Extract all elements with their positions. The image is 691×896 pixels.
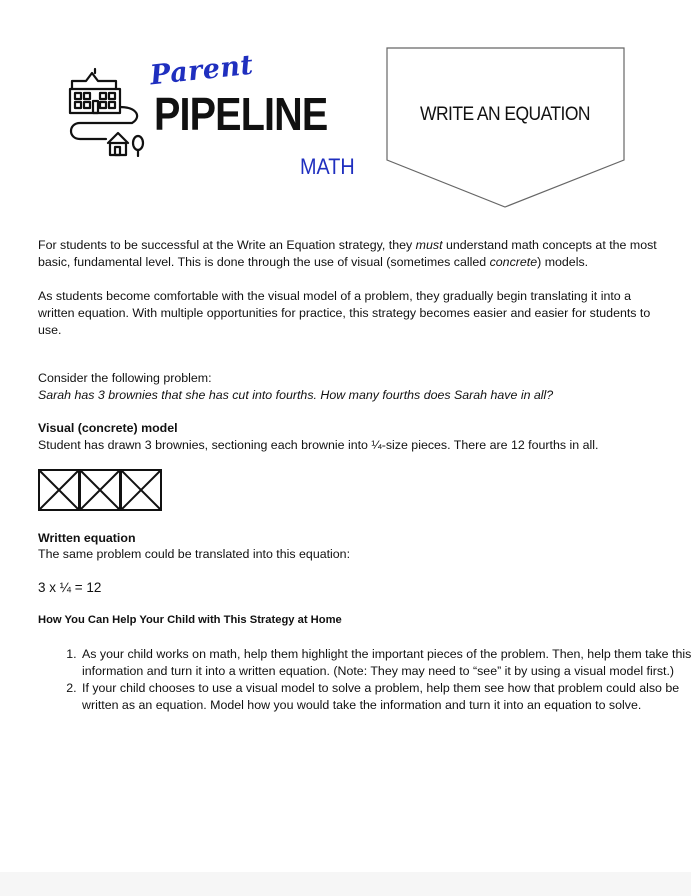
intro-text-a: For students to be successful at the Write an Equation strategy, they: [38, 238, 416, 252]
list-item: 2. If your child chooses to use a visual model to solve a problem, help them see how that problem could also be written as an equation. Model how you would take the information and turn it into an equation to solve.: [80, 680, 691, 714]
title-banner: [386, 47, 626, 214]
intro-emphasis-concrete: concrete: [489, 255, 538, 269]
visual-model-heading: Visual (concrete) model: [38, 421, 178, 435]
help-list: [38, 646, 691, 714]
intro-text-c: ) models.: [537, 255, 589, 269]
list-item: 1. As your child works on math, help them highlight the important pieces of the problem. Then, help them take this information and turn it into a written equation. (Note: They may need to “see” it by using a visual model first.): [80, 646, 691, 680]
page-title: WRITE AN EQUATION: [420, 104, 590, 125]
problem-lead: Consider the following problem:: [38, 371, 212, 385]
house-pipeline-icon: [62, 67, 157, 157]
intro-paragraph-1: [38, 237, 658, 271]
written-equation-text: The same problem could be translated into this equation:: [38, 547, 351, 561]
equation: 3 x ¼ = 12: [38, 580, 102, 595]
intro-paragraph-2: As students become comfortable with the visual model of a problem, they gradually begin translating it into a written equation. With multiple opportunities for practice, this strategy becomes easier and easier for students to use.: [38, 289, 651, 337]
written-equation-heading: Written equation: [38, 531, 136, 545]
logo-pipeline-text: PIPELINE: [154, 88, 328, 140]
banner-shape: [386, 47, 626, 209]
intro-text-b: understand math concepts at the most basic, fundamental level. This is done through the use of visual (sometimes called: [38, 238, 657, 269]
brownies-drawing: [38, 469, 164, 513]
parent-pipeline-logo: [62, 49, 362, 195]
problem-statement: Sarah has 3 brownies that she has cut into fourths. How many fourths does Sarah have in all?: [38, 388, 554, 402]
visual-model-text: Student has drawn 3 brownies, sectioning each brownie into ¼-size pieces. There are 12 fourths in all.: [38, 438, 599, 452]
page-bottom-edge: [0, 872, 691, 896]
logo-math-text: MATH: [300, 154, 355, 179]
help-heading: How You Can Help Your Child with This Strategy at Home: [38, 614, 342, 626]
logo-parent-text: Parent: [148, 49, 255, 92]
intro-emphasis-must: must: [415, 238, 443, 252]
